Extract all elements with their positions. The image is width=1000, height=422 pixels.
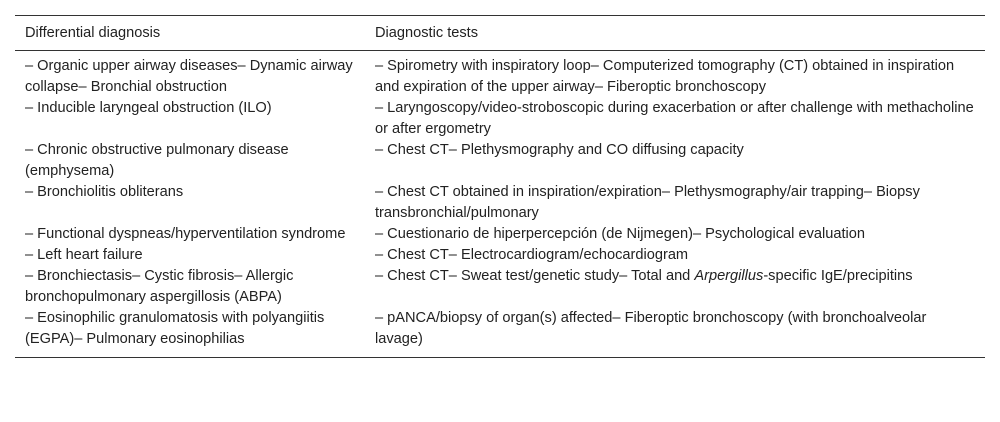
diagnosis-cell: – Eosinophilic granulomatosis with polyangiitis (EGPA)– Pulmonary eosinophilias xyxy=(15,308,365,358)
tests-cell: – Spirometry with inspiratory loop– Computerized tomography (CT) obtained in inspiration and expiration of the upper airway– Fiberoptic bronchoscopy xyxy=(375,58,955,95)
tests-text-after: -specific IgE/precipitins xyxy=(763,268,913,284)
table-row xyxy=(15,266,985,308)
header-row xyxy=(15,16,985,51)
tests-text-before: – Chest CT– Sweat test/genetic study– Total and xyxy=(375,268,695,284)
table-header xyxy=(15,16,985,51)
tests-cell: – Chest CT– Plethysmography and CO diffusing capacity xyxy=(375,142,744,158)
tests-cell: – Chest CT– Electrocardiogram/echocardiogram xyxy=(375,247,689,263)
diagnosis-cell: – Bronchiolitis obliterans xyxy=(25,184,184,200)
table-row xyxy=(15,98,985,140)
diagnosis-cell: – Organic upper airway diseases– Dynamic airway collapse– Bronchial obstruction xyxy=(25,58,353,95)
table-row xyxy=(15,182,985,224)
diagnosis-cell: – Chronic obstructive pulmonary disease (emphysema) xyxy=(25,142,289,179)
table-row xyxy=(15,140,985,182)
diagnosis-cell: – Left heart failure xyxy=(25,247,143,263)
diagnosis-cell: – Functional dyspneas/hyperventilation syndrome xyxy=(25,226,346,242)
tests-cell: – Laryngoscopy/video-stroboscopic during exacerbation or after challenge with methacholine or after ergometry xyxy=(375,100,974,137)
diagnosis-table-container xyxy=(15,15,985,358)
tests-cell: – Cuestionario de hiperpercepción (de Nijmegen)– Psychological evaluation xyxy=(375,226,865,242)
table-row xyxy=(15,51,985,99)
tests-cell: – pANCA/biopsy of organ(s) affected– Fiberoptic bronchoscopy (with bronchoalveolar lavage) xyxy=(365,308,985,358)
tests-text-italic: Arpergillus xyxy=(694,268,764,284)
header-differential-diagnosis: Differential diagnosis xyxy=(15,16,365,51)
differential-diagnosis-table xyxy=(15,15,985,358)
tests-cell xyxy=(365,266,985,308)
header-diagnostic-tests: Diagnostic tests xyxy=(365,16,985,51)
diagnosis-cell: – Bronchiectasis– Cystic fibrosis– Allergic bronchopulmonary aspergillosis (ABPA) xyxy=(25,268,294,305)
table-row xyxy=(15,308,985,358)
table-body xyxy=(15,51,985,358)
diagnosis-cell: – Inducible laryngeal obstruction (ILO) xyxy=(25,100,272,116)
tests-cell: – Chest CT obtained in inspiration/expiration– Plethysmography/air trapping– Biopsy transbronchial/pulmonary xyxy=(375,184,920,221)
table-row xyxy=(15,245,985,266)
table-row xyxy=(15,224,985,245)
